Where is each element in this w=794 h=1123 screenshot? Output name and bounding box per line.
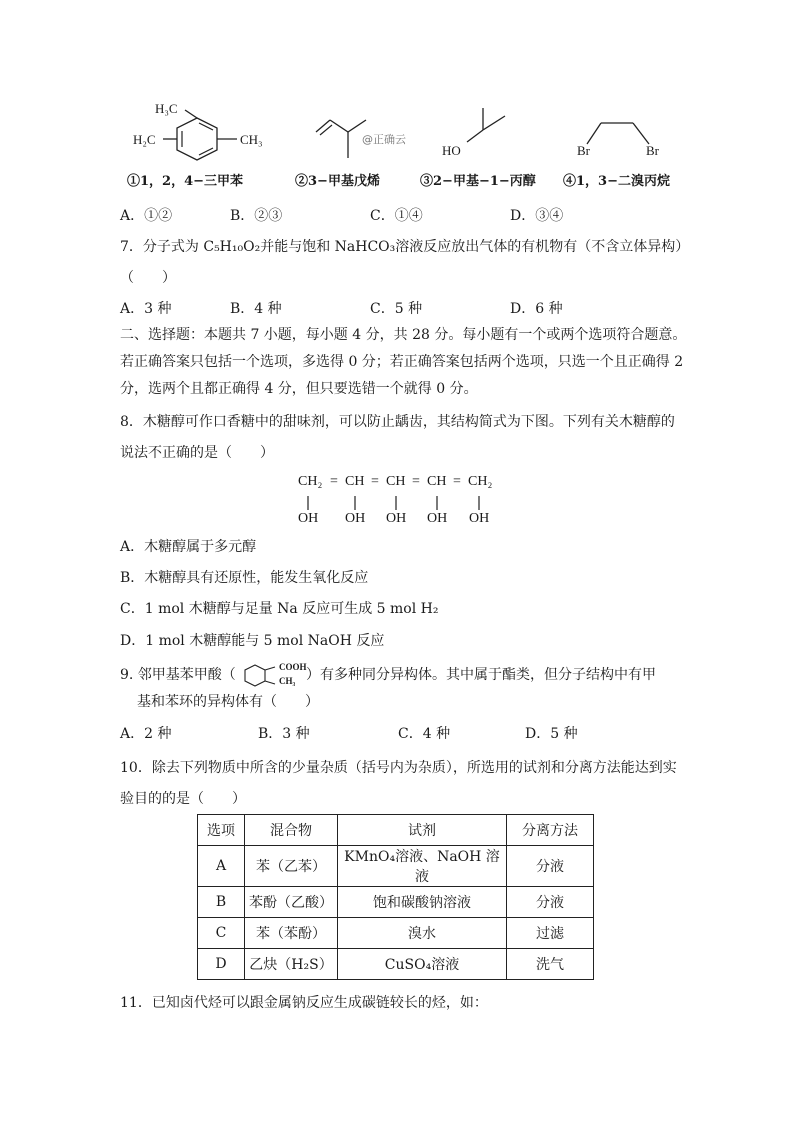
watermark: @正确云 bbox=[362, 133, 406, 146]
q9-option-a: A．2 种 bbox=[120, 726, 172, 742]
q6-option-c: C．①④ bbox=[370, 208, 423, 224]
q8-option-d: D．1 mol 木糖醇能与 5 mol NaOH 反应 bbox=[120, 633, 385, 649]
table-cell: 溴水 bbox=[338, 918, 507, 949]
q7-option-c: C．5 种 bbox=[370, 301, 423, 317]
structure-label-2: ②3−甲基戊烯 bbox=[295, 174, 380, 189]
table-cell: D bbox=[198, 949, 245, 980]
q6-option-a: A．①② bbox=[120, 208, 173, 224]
formula-top-4: CH bbox=[427, 474, 447, 489]
table-cell: 分液 bbox=[507, 846, 594, 887]
table-header: 选项 bbox=[198, 815, 245, 846]
table-cell: 苯（苯酚） bbox=[245, 918, 338, 949]
table-cell: B bbox=[198, 887, 245, 918]
table-cell: 饱和碳酸钠溶液 bbox=[338, 887, 507, 918]
atom-ho: HO bbox=[442, 143, 461, 158]
q9-option-b: B．3 种 bbox=[258, 726, 310, 742]
q10-stem-1: 10．除去下列物质中所含的少量杂质（括号内为杂质），所选用的试剂和分离方法能达到实 bbox=[120, 760, 677, 776]
atom-br-left: Br bbox=[577, 143, 590, 158]
table-cell: 过滤 bbox=[507, 918, 594, 949]
q9-option-c: C．4 种 bbox=[398, 726, 451, 742]
methylpropanol-structure bbox=[455, 100, 525, 155]
table-header: 混合物 bbox=[245, 815, 338, 846]
formula-eq-3: = bbox=[412, 474, 420, 489]
table-cell: KMnO₄溶液、NaOH 溶液 bbox=[338, 846, 507, 887]
q6-option-b: B．②③ bbox=[230, 208, 283, 224]
table-cell: 苯酚（乙酸） bbox=[245, 887, 338, 918]
formula-eq-4: = bbox=[453, 474, 461, 489]
structure-label-1: ①1，2，4−三甲苯 bbox=[127, 174, 244, 189]
formula-top-2: CH bbox=[345, 474, 365, 489]
table-row bbox=[198, 846, 594, 887]
formula-oh-2: OH bbox=[345, 511, 366, 526]
q8-stem-2: 说法不正确的是（ ） bbox=[120, 445, 274, 461]
table-header-row bbox=[198, 815, 594, 846]
q9-option-d: D．5 种 bbox=[525, 726, 578, 742]
section2-line-2: 若正确答案只包括一个选项，多选得 0 分；若正确答案包括两个选项，只选一个且正确得 2 bbox=[120, 354, 684, 370]
table-cell: 乙炔（H₂S） bbox=[245, 949, 338, 980]
q7-option-b: B．4 种 bbox=[230, 301, 282, 317]
table-header: 试剂 bbox=[338, 815, 507, 846]
formula-eq-2: = bbox=[371, 474, 379, 489]
atom-h2c: H₂C bbox=[133, 132, 156, 147]
atom-br-right: Br bbox=[646, 143, 659, 158]
q7-paren: （ ） bbox=[120, 270, 176, 286]
table-cell: 分液 bbox=[507, 887, 594, 918]
formula-eq-1: = bbox=[330, 474, 338, 489]
q7-option-a: A．3 种 bbox=[120, 301, 172, 317]
table-cell: CuSO₄溶液 bbox=[338, 949, 507, 980]
atom-ch3: CH₃ bbox=[240, 132, 263, 147]
q8-option-a: A．木糖醇属于多元醇 bbox=[120, 539, 257, 555]
q9-stem-b: ）有多种同分异构体。其中属于酯类，但分子结构中有甲 bbox=[306, 667, 656, 683]
table-row bbox=[198, 949, 594, 980]
atom-h3c: H₃C bbox=[155, 101, 178, 116]
formula-top-5: CH₂ bbox=[468, 474, 493, 489]
formula-oh-1: OH bbox=[298, 511, 319, 526]
q7-option-d: D．6 种 bbox=[510, 301, 563, 317]
q9-cooh: COOH bbox=[279, 662, 307, 672]
formula-top-3: CH bbox=[386, 474, 406, 489]
structure-label-4: ④1，3−二溴丙烷 bbox=[563, 174, 670, 189]
table-cell: 洗气 bbox=[507, 949, 594, 980]
q8-option-b: B．木糖醇具有还原性，能发生氧化反应 bbox=[120, 570, 369, 586]
q8-stem-1: 8．木糖醇可作口香糖中的甜味剂，可以防止龋齿，其结构简式为下图。下列有关木糖醇的 bbox=[120, 414, 675, 430]
table-header: 分离方法 bbox=[507, 815, 594, 846]
q10-table bbox=[197, 814, 594, 980]
table-cell: A bbox=[198, 846, 245, 887]
structure-label-3: ③2−甲基−1−丙醇 bbox=[420, 174, 536, 189]
table-row bbox=[198, 887, 594, 918]
methylbenzoic-acid-structure bbox=[241, 662, 281, 690]
table-cell: 苯（乙苯） bbox=[245, 846, 338, 887]
section2-line-3: 分，选两个且都正确得 4 分，但只要选错一个就得 0 分。 bbox=[120, 381, 478, 397]
formula-top-1: CH₂ bbox=[298, 474, 323, 489]
q6-option-d: D．③④ bbox=[510, 208, 564, 224]
table-row bbox=[198, 918, 594, 949]
q8-option-c: C．1 mol 木糖醇与足量 Na 反应可生成 5 mol H₂ bbox=[120, 601, 439, 617]
formula-oh-3: OH bbox=[386, 511, 407, 526]
table-cell: C bbox=[198, 918, 245, 949]
formula-oh-5: OH bbox=[469, 511, 490, 526]
q10-stem-2: 验目的的是（ ） bbox=[120, 791, 246, 807]
formula-oh-4: OH bbox=[427, 511, 448, 526]
q7-stem: 7．分子式为 C₅H₁₀O₂并能与饱和 NaHCO₃溶液反应放出气体的有机物有（不含立体异构） bbox=[120, 239, 690, 255]
q9-ch3: CH₃ bbox=[279, 676, 296, 686]
q11-stem: 11．已知卤代烃可以跟金属钠反应生成碳链较长的烃，如： bbox=[120, 995, 488, 1011]
q9-stem-a: 9. 邻甲基苯甲酸（ bbox=[120, 667, 236, 683]
section2-line-1: 二、选择题：本题共 7 小题，每小题 4 分，共 28 分。每小题有一个或两个选项符合题意。 bbox=[120, 327, 687, 343]
q9-stem-2: 基和苯环的异构体有（ ） bbox=[137, 694, 319, 710]
formula-bonds bbox=[298, 494, 498, 512]
